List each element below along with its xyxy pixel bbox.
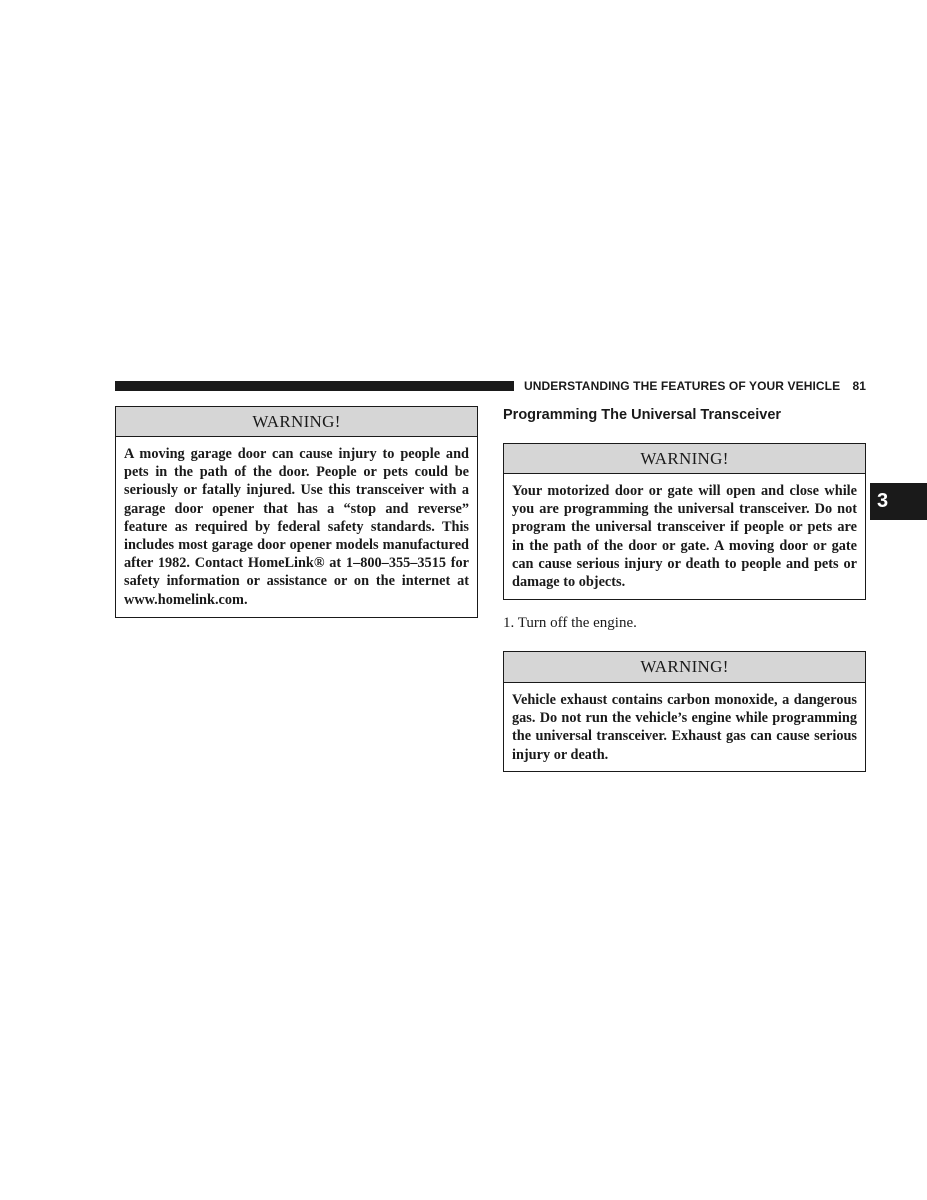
warning-box-garage-door (115, 406, 478, 618)
page-number: 81 (852, 379, 866, 393)
header-rule (115, 381, 514, 391)
warning-body: Your motorized door or gate will open and close while you are programming the universal transceiver. Do not program the universal transceiver if people or pets are in the path of the door or gate. A moving door or gate can cause serious injury or death to people and pets or damage to objects. (512, 483, 857, 591)
section-heading: Programming The Universal Transceiver (503, 407, 782, 423)
warning-box-motorized-door (503, 443, 866, 600)
warning-body: Vehicle exhaust contains carbon monoxide, a dangerous gas. Do not run the vehicle’s engine while programming the universal transceiver. Exhaust gas can cause serious injury or death. (512, 692, 857, 763)
warning-title: WARNING! (504, 652, 865, 683)
warning-title: WARNING! (116, 407, 477, 437)
warning-title: WARNING! (504, 444, 865, 474)
running-header (524, 379, 866, 393)
chapter-tab: 3 (870, 483, 927, 520)
warning-box-exhaust (503, 651, 866, 772)
header-section-title: UNDERSTANDING THE FEATURES OF YOUR VEHICLE (524, 379, 841, 393)
step-item: 1. Turn off the engine. (503, 615, 637, 631)
warning-body: A moving garage door can cause injury to people and pets in the path of the door. People or pets could be seriously or fatally injured. Use this transceiver with a garage door opener that has a “stop and reverse” feature as required by federal safety standards. This includes most garage door opener models manufactured after 1982. Contact HomeLink® at 1–800–355–3515 for safety information or assistance or on the internet at www.homelink.com. (124, 446, 469, 608)
